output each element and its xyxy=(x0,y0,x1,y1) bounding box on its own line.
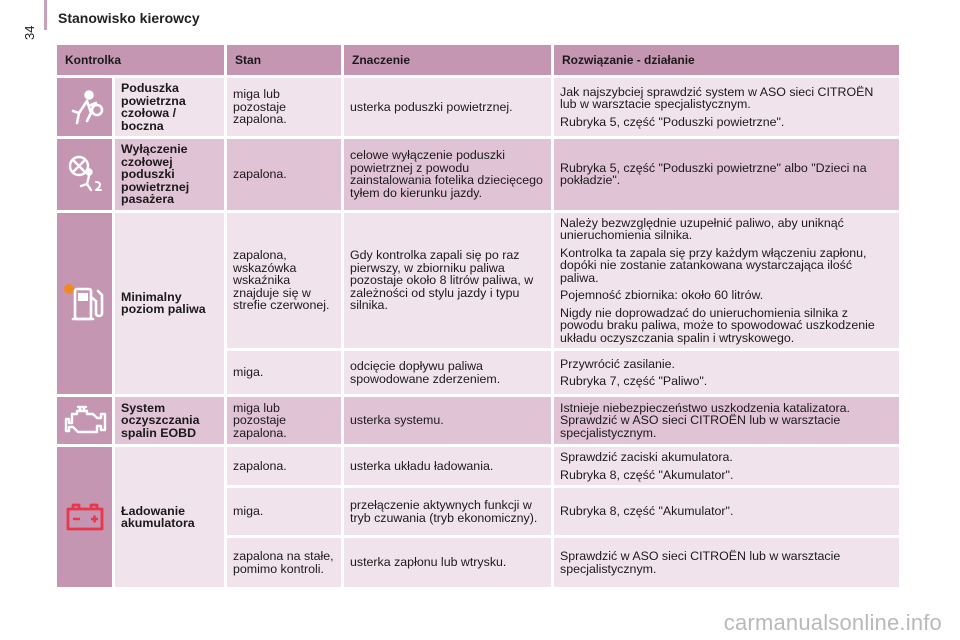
warning-lights-table xyxy=(57,45,902,590)
eobd-state: miga lub pozostaje zapalona. xyxy=(227,397,344,447)
battery-name: Ładowanie akumulatora xyxy=(115,447,227,590)
table-row xyxy=(57,447,902,488)
airbag-state: miga lub pozostaje zapalona. xyxy=(227,78,344,139)
table-row xyxy=(57,397,902,447)
battery-state-1: zapalona. xyxy=(227,447,344,488)
battery-state-2: miga. xyxy=(227,488,344,538)
fuel-pump-icon xyxy=(63,279,107,327)
airbag-action xyxy=(554,78,902,139)
airbag-off-meaning: celowe wyłączenie poduszki powietrznej z powodu zainstalowania fotelika dziecięcego tyłem do kierunku jazdy. xyxy=(344,139,554,213)
battery-meaning-2: przełączenie aktywnych funkcji w tryb czuwania (tryb ekonomiczny). xyxy=(344,488,554,538)
battery-action-1-b: Rubryka 8, część "Akumulator". xyxy=(560,467,734,482)
header-rozwiazanie: Rozwiązanie - działanie xyxy=(554,45,902,78)
fuel-action-1-b: Kontrolka ta zapala się przy każdym włączeniu zapłonu, dopóki nie zostanie zatankowana wystarczająca ilość paliwa. xyxy=(560,245,867,285)
eobd-meaning: usterka systemu. xyxy=(344,397,554,447)
fuel-action-1-a: Należy bezwzględnie uzupełnić paliwo, aby uniknąć unieruchomienia silnika. xyxy=(560,215,844,242)
battery-icon-cell xyxy=(57,447,115,590)
battery-meaning-3: usterka zapłonu lub wtrysku. xyxy=(344,538,554,590)
airbag-name: Poduszka powietrzna czołowa / boczna xyxy=(115,78,227,139)
airbag-meaning: usterka poduszki powietrznej. xyxy=(344,78,554,139)
fuel-meaning-2: odcięcie dopływu paliwa spowodowane zderzeniem. xyxy=(344,351,554,397)
fuel-action-1-c: Pojemność zbiornika: około 60 litrów. xyxy=(560,288,764,302)
table-row xyxy=(57,213,902,352)
airbag-off-icon-cell xyxy=(57,139,115,213)
fuel-action-2 xyxy=(554,351,902,397)
airbag-off-name: Wyłączenie czołowej poduszki powietrznej pasażera xyxy=(115,139,227,213)
airbag-icon-cell xyxy=(57,78,115,139)
section-title: Stanowisko kierowcy xyxy=(58,10,200,26)
battery-meaning-1: usterka układu ładowania. xyxy=(344,447,554,488)
eobd-name: System oczyszczania spalin EOBD xyxy=(115,397,227,447)
battery-action-3: Sprawdzić w ASO sieci CITROËN lub w warsztacie specjalistycznym. xyxy=(554,538,902,590)
header-kontrolka: Kontrolka xyxy=(57,45,227,78)
page-edge-rule xyxy=(44,0,47,30)
fuel-state-2: miga. xyxy=(227,351,344,397)
fuel-meaning-1: Gdy kontrolka zapali się po raz pierwszy, w zbiorniku paliwa pozostaje około 8 litrów paliwa, w zależności od stylu jazdy i typu silnika. xyxy=(344,213,554,352)
battery-action-1 xyxy=(554,447,902,488)
battery-icon xyxy=(64,502,106,532)
watermark-text: carmanualsonline.info xyxy=(723,610,942,635)
table-row xyxy=(57,139,902,213)
airbag-action-2: Rubryka 5, część "Poduszki powietrzne". xyxy=(560,114,785,129)
eobd-icon-cell xyxy=(57,397,115,447)
eobd-action: Istnieje niebezpieczeństwo uszkodzenia katalizatora. Sprawdzić w ASO sieci CITROËN lub w warsztacie specjalistycznym. xyxy=(554,397,902,447)
fuel-action-1 xyxy=(554,213,902,352)
fuel-action-1-d: Nigdy nie doprowadzać do unieruchomienia silnika z powodu braku paliwa, może to spowodować uszkodzenie układu oczyszczania spalin i wtryskowego. xyxy=(560,305,875,345)
airbag-off-action: Rubryka 5, część "Poduszki powietrzne" albo "Dzieci na pokładzie". xyxy=(554,139,902,213)
fuel-icon-cell xyxy=(57,213,115,398)
page-number: 34 xyxy=(22,25,37,40)
engine-check-icon xyxy=(63,404,109,438)
airbag-action-1: Jak najszybciej sprawdzić system w ASO sieci CITROËN lub w warsztacie specjalistycznym. xyxy=(560,84,874,112)
header-znaczenie: Znaczenie xyxy=(344,45,554,78)
table-row xyxy=(57,78,902,139)
airbag-warning-icon xyxy=(65,87,105,127)
fuel-action-2-b: Rubryka 7, część "Paliwo". xyxy=(560,374,708,388)
fuel-action-2-a: Przywrócić zasilanie. xyxy=(560,356,676,371)
battery-action-2: Rubryka 8, część "Akumulator". xyxy=(554,488,902,538)
battery-state-3: zapalona na stałe, pomimo kontroli. xyxy=(227,538,344,590)
header-stan: Stan xyxy=(227,45,344,78)
battery-action-1-a: Sprawdzić zaciski akumulatora. xyxy=(560,450,733,464)
airbag-off-state: zapalona. xyxy=(227,139,344,213)
fuel-name: Minimalny poziom paliwa xyxy=(115,213,227,398)
fuel-state-1: zapalona, wskazówka wskaźnika znajduje się w strefie czerwonej. xyxy=(227,213,344,352)
table-header-row xyxy=(57,45,902,78)
passenger-airbag-off-icon xyxy=(65,152,105,196)
